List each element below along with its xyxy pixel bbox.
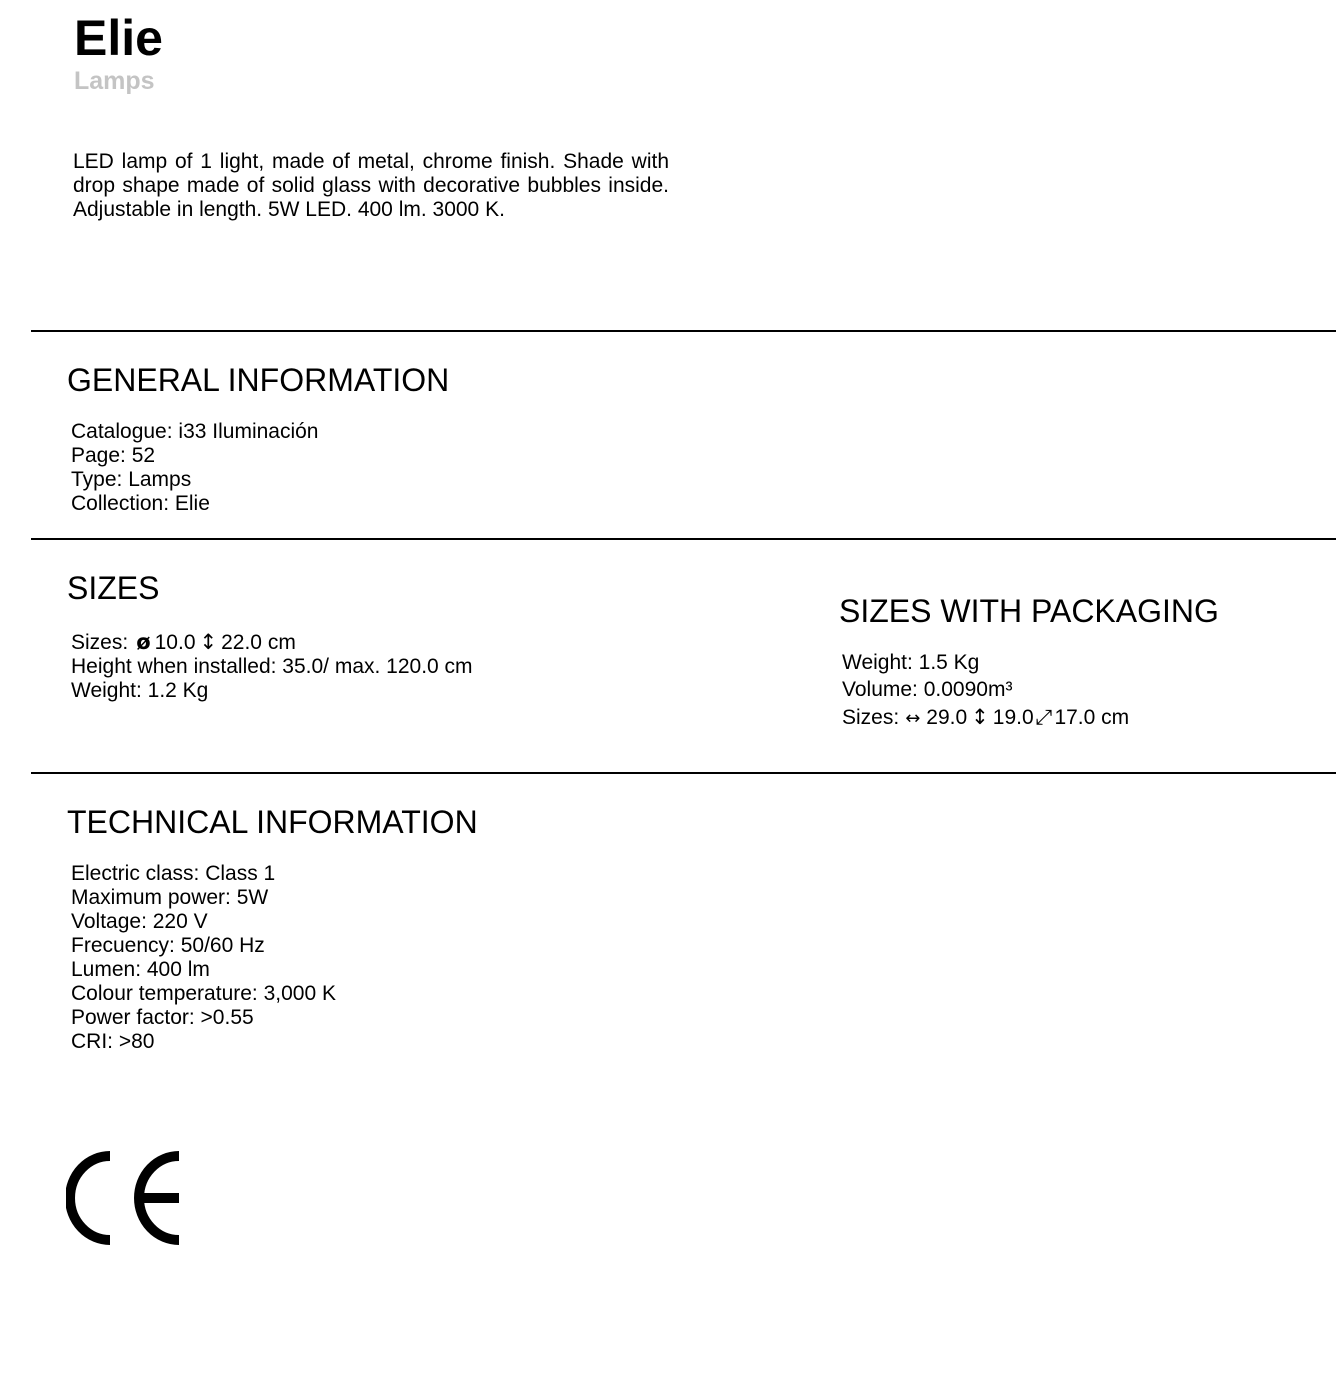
technical-information-list: [71, 862, 336, 1054]
product-category: Lamps: [74, 67, 155, 95]
packaging-weight-line: Weight: 1.5 Kg: [842, 651, 980, 674]
packaging-height-value: 19.0: [992, 706, 1034, 729]
ce-mark-icon: [66, 1150, 182, 1246]
packaging-list: [842, 651, 1129, 732]
sizes-label: Sizes:: [71, 631, 129, 654]
volume-unit: m³: [987, 678, 1013, 701]
frequency-line: Frecuency: 50/60 Hz: [71, 934, 265, 957]
colour-temperature-line: Colour temperature: 3,000 K: [71, 982, 336, 1005]
power-factor-line: Power factor: >0.55: [71, 1006, 254, 1029]
product-description: LED lamp of 1 light, made of metal, chrome finish. Shade with drop shape made of solid glass with decorative bubbles inside. Adjustable in length. 5W LED. 400 lm. 3000 K.: [73, 150, 669, 221]
weight-line: Weight: 1.2 Kg: [71, 679, 209, 702]
page-line: Page: 52: [71, 444, 156, 467]
technical-information-heading: TECHNICAL INFORMATION: [67, 804, 478, 840]
diameter-icon: ø: [136, 630, 151, 654]
catalogue-line: Catalogue: i33 Iluminación: [71, 420, 319, 443]
type-line: Type: Lamps: [71, 468, 192, 491]
sizes-line: [71, 630, 473, 655]
width-arrow-icon: ↔: [905, 708, 921, 729]
general-information-list: [71, 420, 319, 516]
depth-arrow-icon: ⤢: [1035, 705, 1053, 729]
voltage-line: Voltage: 220 V: [71, 910, 208, 933]
section-divider: [31, 772, 1336, 774]
installed-height-line: Height when installed: 35.0/ max. 120.0 cm: [71, 655, 473, 678]
packaging-sizes-label: Sizes:: [842, 706, 900, 729]
lumen-line: Lumen: 400 lm: [71, 958, 210, 981]
packaging-sizes-line: [842, 705, 1129, 732]
height-value: 22.0 cm: [221, 631, 296, 654]
height-arrow-icon: ↕: [199, 630, 218, 654]
collection-line: Collection: Elie: [71, 492, 210, 515]
section-divider: [31, 330, 1336, 332]
sizes-heading: SIZES: [67, 570, 160, 606]
diameter-value: 10.0: [154, 631, 196, 654]
packaging-width-value: 29.0: [926, 706, 968, 729]
cri-line: CRI: >80: [71, 1030, 155, 1053]
general-information-heading: GENERAL INFORMATION: [67, 362, 450, 398]
maximum-power-line: Maximum power: 5W: [71, 886, 269, 909]
sizes-list: [71, 630, 473, 703]
electric-class-line: Electric class: Class 1: [71, 862, 276, 885]
sizes-with-packaging-heading: SIZES WITH PACKAGING: [839, 593, 1219, 629]
packaging-volume-line: [842, 678, 1129, 705]
packaging-depth-value: 17.0 cm: [1054, 706, 1130, 729]
height-arrow-icon: ↕: [971, 705, 989, 729]
section-divider: [31, 538, 1336, 540]
product-title: Elie: [74, 10, 163, 66]
volume-value: Volume: 0.0090: [842, 678, 988, 701]
